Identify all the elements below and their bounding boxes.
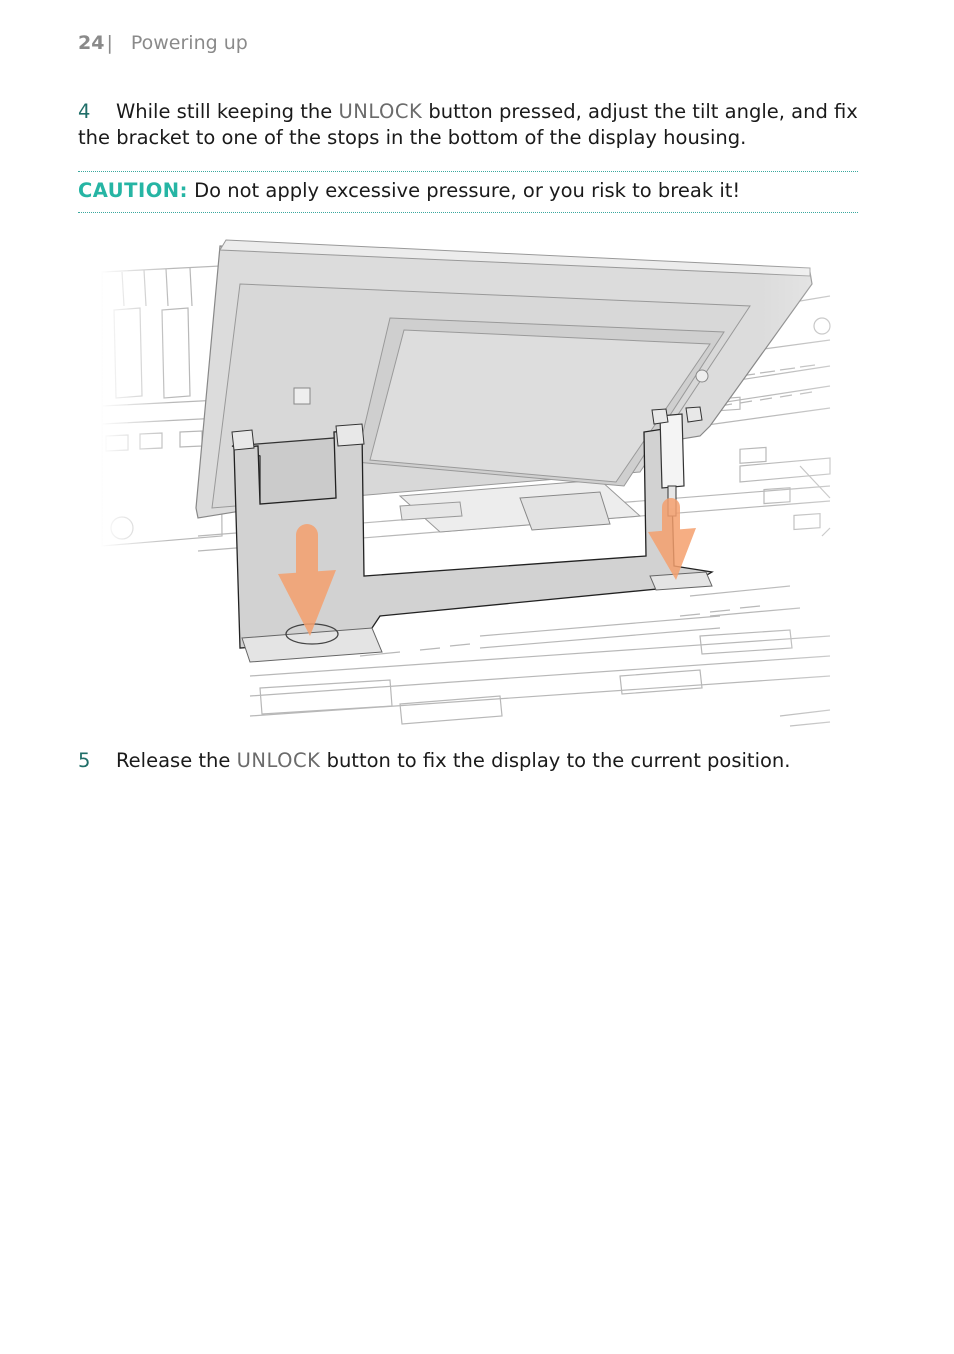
illustration-fade (100, 236, 834, 732)
step-number: 5 (78, 749, 91, 772)
step-number: 4 (78, 100, 91, 123)
illustration-display-bracket (100, 236, 834, 732)
section-title: Powering up (130, 32, 248, 54)
step-text: While still keeping the (116, 100, 339, 123)
caution-text: Do not apply excessive pressure, or you risk to break it! (187, 179, 741, 202)
unlock-keyword: UNLOCK (338, 100, 423, 123)
caution-label: CAUTION: (78, 179, 188, 202)
keyboard-display-illustration (100, 236, 834, 732)
page-header (78, 32, 248, 54)
unlock-keyword: UNLOCK (236, 749, 321, 772)
step-text: button to fix the display to the current position. (320, 749, 791, 772)
step-text: Release the (116, 749, 237, 772)
step-4 (78, 99, 868, 151)
page-number: 24 (78, 32, 105, 54)
step-5 (78, 748, 868, 774)
step-text: button pressed, adjust the tilt angle, and fix the bracket to one of the stops in the bottom of the display housing. (78, 100, 858, 149)
caution-note (78, 171, 858, 213)
header-separator: | (106, 32, 113, 54)
